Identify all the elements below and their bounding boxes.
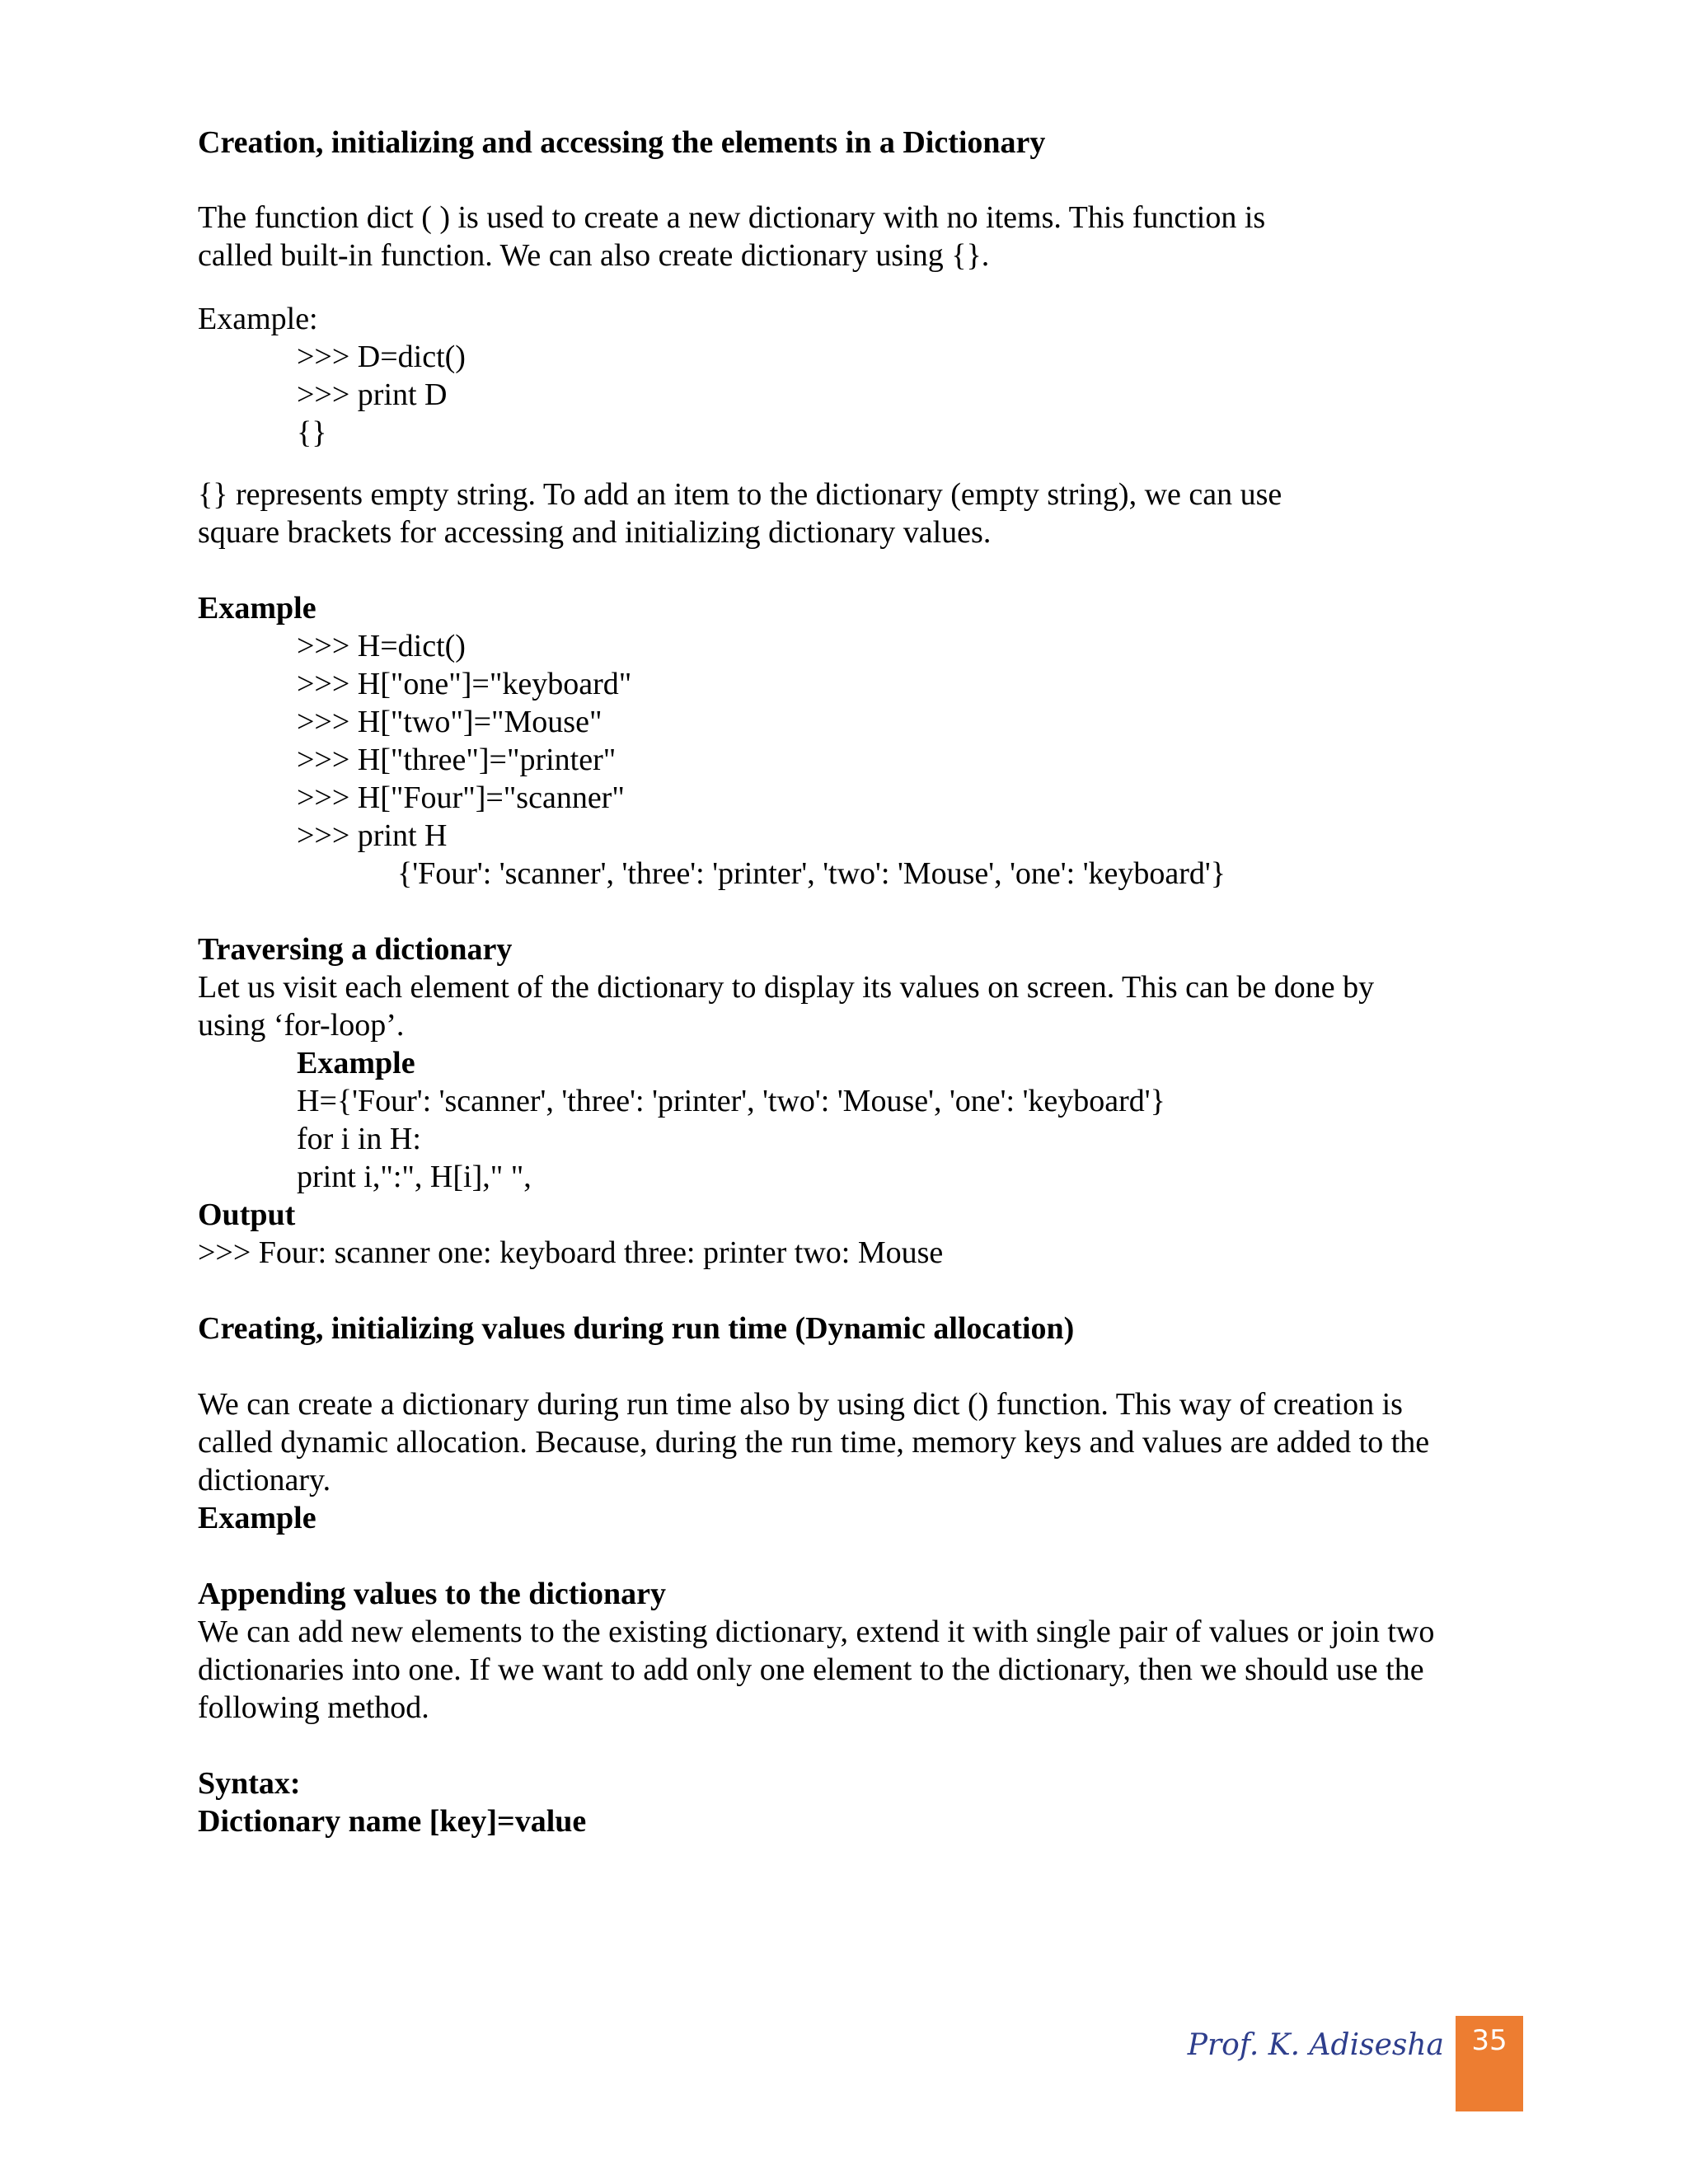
- example-label: Example: [198, 1501, 316, 1535]
- example-label: Example: [198, 591, 316, 626]
- paragraph-line: dictionary.: [198, 1463, 331, 1497]
- paragraph-line: The function dict ( ) is used to create a new dictionary with no items. This function is: [198, 200, 1266, 235]
- code-line: print i,":", H[i]," ",: [297, 1160, 532, 1194]
- syntax-value: Dictionary name [key]=value: [198, 1804, 587, 1839]
- code-line: >>> print D: [297, 377, 448, 412]
- paragraph-line: square brackets for accessing and initializing dictionary values.: [198, 515, 992, 550]
- paragraph-line: Let us visit each element of the dictionary to display its values on screen. This can be done by: [198, 970, 1375, 1005]
- code-line: >>> print H: [297, 818, 448, 853]
- code-line: {}: [297, 415, 327, 450]
- paragraph-line: called built-in function. We can also create dictionary using {}.: [198, 238, 990, 273]
- footer-author: Prof. K. Adisesha: [1187, 2028, 1444, 2062]
- output-label: Output: [198, 1197, 296, 1232]
- paragraph-line: We can add new elements to the existing dictionary, extend it with single pair of values or join two: [198, 1615, 1435, 1649]
- code-line: for i in H:: [297, 1122, 421, 1156]
- code-line: >>> H["one"]="keyboard": [297, 667, 632, 701]
- section-heading-dynamic: Creating, initializing values during run time (Dynamic allocation): [198, 1311, 1075, 1346]
- paragraph-line: called dynamic allocation. Because, during the run time, memory keys and values are added to the: [198, 1425, 1430, 1460]
- section-heading-creation: Creation, initializing and accessing the elements in a Dictionary: [198, 125, 1046, 160]
- code-line: >>> H["two"]="Mouse": [297, 705, 603, 739]
- page-number-badge: [1456, 2016, 1523, 2111]
- section-heading-traversing: Traversing a dictionary: [198, 932, 513, 967]
- paragraph-line: We can create a dictionary during run time also by using dict () function. This way of creation is: [198, 1387, 1403, 1422]
- paragraph-line: using ‘for-loop’.: [198, 1008, 405, 1043]
- code-line: >>> D=dict(): [297, 340, 466, 374]
- example-label: Example: [297, 1046, 415, 1080]
- code-line: >>> H["Four"]="scanner": [297, 780, 625, 815]
- code-line: H={'Four': 'scanner', 'three': 'printer', 'two': 'Mouse', 'one': 'keyboard'}: [297, 1084, 1165, 1118]
- page-number: 35: [1471, 2024, 1507, 2057]
- section-heading-appending: Appending values to the dictionary: [198, 1577, 666, 1611]
- code-output: {'Four': 'scanner', 'three': 'printer', 'two': 'Mouse', 'one': 'keyboard'}: [397, 856, 1226, 891]
- output-line: >>> Four: scanner one: keyboard three: printer two: Mouse: [198, 1235, 944, 1270]
- paragraph-line: {} represents empty string. To add an item to the dictionary (empty string), we can use: [198, 477, 1282, 512]
- syntax-label: Syntax:: [198, 1766, 301, 1801]
- code-line: >>> H["three"]="printer": [297, 743, 617, 777]
- example-label: Example:: [198, 302, 318, 336]
- paragraph-line: dictionaries into one. If we want to add only one element to the dictionary, then we should use the: [198, 1652, 1424, 1687]
- code-line: >>> H=dict(): [297, 629, 466, 663]
- paragraph-line: following method.: [198, 1690, 429, 1725]
